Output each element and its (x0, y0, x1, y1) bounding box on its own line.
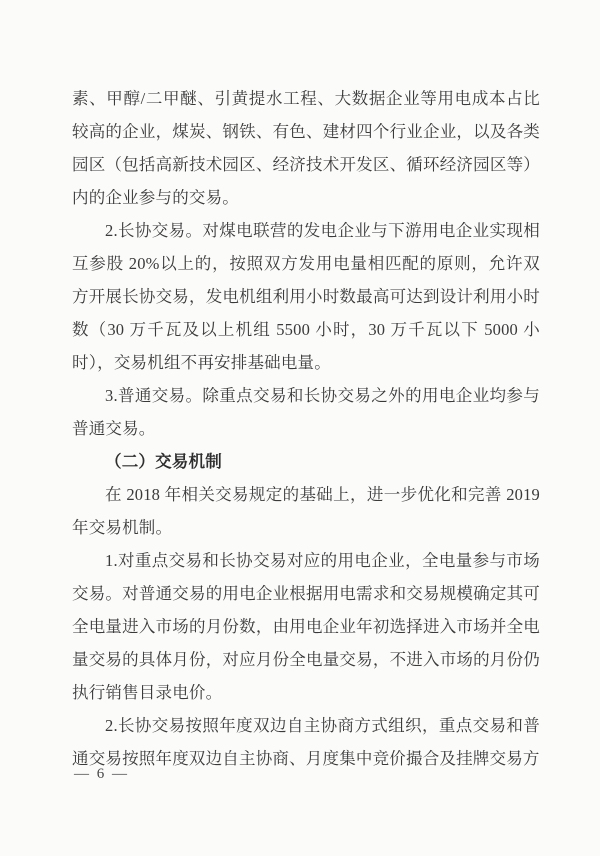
text-block (72, 82, 540, 775)
paragraph-item-2-changxie: 2.长协交易。对煤电联营的发电企业与下游用电企业实现相互参股 20%以上的，按照双方发用电量相匹配的原则，允许双方开展长协交易，发电机组利用小时数最高可达到设计利用小时数（30 万千瓦及以上机组 5500 小时，30 万千瓦以下 5000 小时），交易机组不再安排基础电量。 (72, 221, 540, 372)
page-number: — 6 — (74, 766, 129, 782)
paragraph-continuation: 素、甲醇/二甲醚、引黄提水工程、大数据企业等用电成本占比较高的企业，煤炭、钢铁、有色、建材四个行业企业，以及各类园区（包括高新技术园区、经济技术开发区、循环经济园区等）内的企业参与的交易。 (72, 89, 540, 207)
section-heading-trading-mechanism: （二）交易机制 (105, 452, 222, 471)
paragraph-item-1-full-volume: 1.对重点交易和长协交易对应的用电企业，全电量参与市场交易。对普通交易的用电企业根据用电需求和交易规模确定其可全电量进入市场的月份数，由用电企业年初选择进入市场并全电量交易的具体月份，对应月份全电量交易，不进入市场的月份仍执行销售目录电价。 (72, 551, 540, 702)
paragraph-item-3-putong: 3.普通交易。除重点交易和长协交易之外的用电企业均参与普通交易。 (72, 386, 540, 438)
paragraph-item-2-annual-bilateral: 2.长协交易按照年度双边自主协商方式组织，重点交易和普通交易按照年度双边自主协商、月度集中竞价撮合及挂牌交易方 (72, 716, 540, 768)
paragraph-2018-basis: 在 2018 年相关交易规定的基础上，进一步优化和完善 2019 年交易机制。 (72, 485, 540, 537)
